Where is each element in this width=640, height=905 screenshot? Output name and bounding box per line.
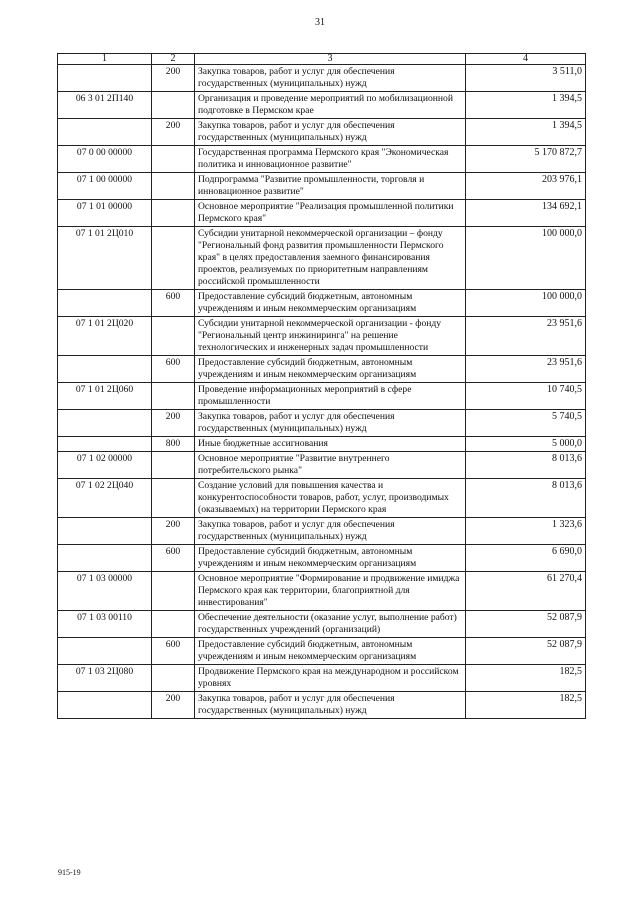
- cell-target-code: 07 1 01 2Ц020: [58, 317, 152, 356]
- cell-item-name: Создание условий для повышения качества и конкурентоспособности товаров, работ, услуг, производимых (оказываемых) на территории Пермского края: [195, 479, 466, 518]
- cell-expense-type: [152, 317, 195, 356]
- cell-expense-type: 800: [152, 437, 195, 452]
- table-row: [58, 200, 586, 227]
- table-row: [58, 545, 586, 572]
- cell-target-code: 07 1 01 00000: [58, 200, 152, 227]
- cell-expense-type: [152, 383, 195, 410]
- cell-expense-type: 600: [152, 290, 195, 317]
- header-col-1: 1: [58, 54, 152, 65]
- cell-item-name: Подпрограмма "Развитие промышленности, торговля и инновационное развитие": [195, 173, 466, 200]
- cell-item-name: Закупка товаров, работ и услуг для обеспечения государственных (муниципальных) нужд: [195, 692, 466, 719]
- cell-target-code: [58, 437, 152, 452]
- cell-item-name: Предоставление субсидий бюджетным, автономным учреждениям и иным некоммерческим организациям: [195, 356, 466, 383]
- cell-item-name: Субсидии унитарной некоммерческой организации - фонду "Региональный центр инжиниринга" на решение технологических и инженерных задач промышленности: [195, 317, 466, 356]
- cell-target-code: [58, 119, 152, 146]
- cell-expense-type: [152, 200, 195, 227]
- cell-amount: 5 740,5: [466, 410, 586, 437]
- cell-target-code: [58, 356, 152, 383]
- cell-amount: 100 000,0: [466, 227, 586, 290]
- cell-expense-type: [152, 173, 195, 200]
- cell-target-code: 07 1 00 00000: [58, 173, 152, 200]
- cell-item-name: Закупка товаров, работ и услуг для обеспечения государственных (муниципальных) нужд: [195, 119, 466, 146]
- table-row: [58, 410, 586, 437]
- cell-expense-type: [152, 611, 195, 638]
- table-row: [58, 518, 586, 545]
- cell-target-code: 07 1 03 2Ц080: [58, 665, 152, 692]
- table-body: [58, 65, 586, 719]
- cell-amount: 134 692,1: [466, 200, 586, 227]
- cell-item-name: Предоставление субсидий бюджетным, автономным учреждениям и иным некоммерческим организациям: [195, 290, 466, 317]
- cell-target-code: 07 1 01 2Ц010: [58, 227, 152, 290]
- cell-amount: 1 394,5: [466, 119, 586, 146]
- cell-amount: 6 690,0: [466, 545, 586, 572]
- table-row: [58, 227, 586, 290]
- cell-item-name: Государственная программа Пермского края "Экономическая политика и инновационное развитие": [195, 146, 466, 173]
- cell-amount: 1 323,6: [466, 518, 586, 545]
- header-col-3: 3: [195, 54, 466, 65]
- cell-amount: 1 394,5: [466, 92, 586, 119]
- table-row: [58, 572, 586, 611]
- cell-target-code: [58, 545, 152, 572]
- table-row: [58, 692, 586, 719]
- budget-table: [57, 53, 586, 719]
- cell-expense-type: 600: [152, 356, 195, 383]
- table-row: [58, 65, 586, 92]
- table-header-row: [58, 54, 586, 65]
- table-row: [58, 146, 586, 173]
- header-col-4: 4: [466, 54, 586, 65]
- cell-expense-type: 200: [152, 692, 195, 719]
- cell-item-name: Проведение информационных мероприятий в сфере промышленности: [195, 383, 466, 410]
- cell-amount: 8 013,6: [466, 452, 586, 479]
- cell-target-code: 07 1 02 2Ц040: [58, 479, 152, 518]
- cell-target-code: [58, 410, 152, 437]
- cell-expense-type: [152, 146, 195, 173]
- cell-item-name: Иные бюджетные ассигнования: [195, 437, 466, 452]
- cell-expense-type: 200: [152, 65, 195, 92]
- cell-target-code: 07 1 02 00000: [58, 452, 152, 479]
- cell-item-name: Закупка товаров, работ и услуг для обеспечения государственных (муниципальных) нужд: [195, 65, 466, 92]
- cell-target-code: 06 3 01 2П140: [58, 92, 152, 119]
- cell-expense-type: [152, 572, 195, 611]
- cell-amount: 52 087,9: [466, 638, 586, 665]
- cell-item-name: Закупка товаров, работ и услуг для обеспечения государственных (муниципальных) нужд: [195, 410, 466, 437]
- cell-expense-type: [152, 665, 195, 692]
- table-row: [58, 383, 586, 410]
- cell-item-name: Предоставление субсидий бюджетным, автономным учреждениям и иным некоммерческим организациям: [195, 545, 466, 572]
- cell-amount: 52 087,9: [466, 611, 586, 638]
- cell-target-code: 07 1 01 2Ц060: [58, 383, 152, 410]
- cell-amount: 8 013,6: [466, 479, 586, 518]
- cell-item-name: Основное мероприятие "Реализация промышленной политики Пермского края": [195, 200, 466, 227]
- cell-expense-type: 200: [152, 518, 195, 545]
- cell-item-name: Организация и проведение мероприятий по мобилизационной подготовке в Пермском крае: [195, 92, 466, 119]
- table-row: [58, 317, 586, 356]
- cell-expense-type: [152, 92, 195, 119]
- cell-expense-type: [152, 227, 195, 290]
- table-row: [58, 290, 586, 317]
- cell-amount: 5 170 872,7: [466, 146, 586, 173]
- cell-expense-type: 600: [152, 638, 195, 665]
- cell-amount: 182,5: [466, 665, 586, 692]
- cell-item-name: Обеспечение деятельности (оказание услуг, выполнение работ) государственных учреждений (организаций): [195, 611, 466, 638]
- cell-amount: 23 951,6: [466, 356, 586, 383]
- table-row: [58, 173, 586, 200]
- cell-amount: 10 740,5: [466, 383, 586, 410]
- table-row: [58, 119, 586, 146]
- cell-item-name: Продвижение Пермского края на международном и российском уровнях: [195, 665, 466, 692]
- table-row: [58, 665, 586, 692]
- cell-item-name: Субсидии унитарной некоммерческой организации – фонду "Региональный фонд развития промышленности Пермского края" в целях предоставления заемного финансирования проектов, реализуемых по приоритетным направлениям российской промышленности: [195, 227, 466, 290]
- page-number: 31: [315, 17, 325, 28]
- cell-target-code: 07 1 03 00000: [58, 572, 152, 611]
- table-row: [58, 452, 586, 479]
- cell-amount: 5 000,0: [466, 437, 586, 452]
- cell-item-name: Основное мероприятие "Развитие внутреннего потребительского рынка": [195, 452, 466, 479]
- cell-target-code: [58, 692, 152, 719]
- cell-expense-type: [152, 452, 195, 479]
- cell-item-name: Основное мероприятие "Формирование и продвижение имиджа Пермского края как территории, благоприятной для инвестирования": [195, 572, 466, 611]
- cell-amount: 61 270,4: [466, 572, 586, 611]
- cell-amount: 3 511,0: [466, 65, 586, 92]
- cell-expense-type: 600: [152, 545, 195, 572]
- table-row: [58, 92, 586, 119]
- table-row: [58, 356, 586, 383]
- cell-target-code: [58, 65, 152, 92]
- cell-expense-type: [152, 479, 195, 518]
- cell-target-code: [58, 638, 152, 665]
- cell-target-code: [58, 518, 152, 545]
- cell-item-name: Предоставление субсидий бюджетным, автономным учреждениям и иным некоммерческим организациям: [195, 638, 466, 665]
- cell-item-name: Закупка товаров, работ и услуг для обеспечения государственных (муниципальных) нужд: [195, 518, 466, 545]
- table-row: [58, 611, 586, 638]
- cell-amount: 23 951,6: [466, 317, 586, 356]
- cell-expense-type: 200: [152, 119, 195, 146]
- cell-amount: 203 976,1: [466, 173, 586, 200]
- table-row: [58, 479, 586, 518]
- table-row: [58, 437, 586, 452]
- cell-expense-type: 200: [152, 410, 195, 437]
- document-code: 915-19: [58, 868, 81, 877]
- header-col-2: 2: [152, 54, 195, 65]
- cell-amount: 182,5: [466, 692, 586, 719]
- cell-target-code: 07 0 00 00000: [58, 146, 152, 173]
- cell-target-code: [58, 290, 152, 317]
- cell-amount: 100 000,0: [466, 290, 586, 317]
- cell-target-code: 07 1 03 00110: [58, 611, 152, 638]
- table-row: [58, 638, 586, 665]
